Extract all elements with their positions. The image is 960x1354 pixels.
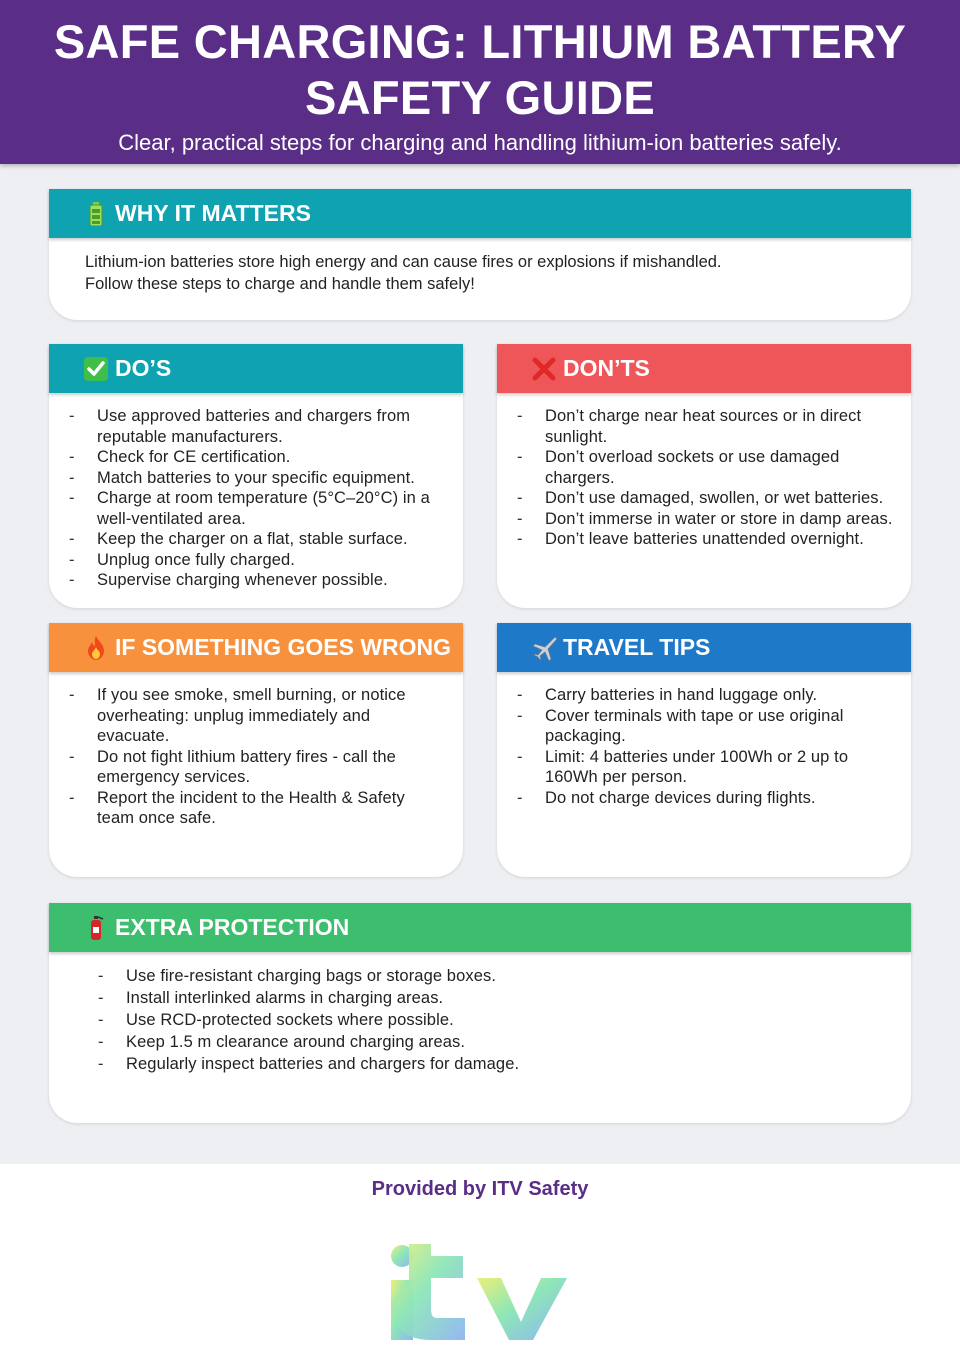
why-it-matters-title: WHY IT MATTERS — [115, 200, 311, 226]
itv-logo — [385, 1244, 575, 1344]
dos-body — [49, 393, 463, 591]
page-header — [0, 0, 960, 164]
list-item: - Do not fight lithium battery fires - call the emergency services. — [49, 747, 419, 788]
dos-header — [49, 344, 463, 393]
list-item: - Don’t overload sockets or use damaged chargers. — [497, 447, 897, 488]
if-something-goes-wrong-card — [49, 623, 463, 877]
if-something-goes-wrong-header — [49, 623, 463, 672]
list-item: - Check for CE certification. — [49, 447, 449, 468]
extra-protection-body — [49, 952, 911, 1075]
donts-list — [497, 406, 897, 550]
why-it-matters-header — [49, 189, 911, 238]
list-item: - Keep the charger on a flat, stable surface. — [49, 529, 449, 550]
travel-tips-card — [497, 623, 911, 877]
list-item: - Regularly inspect batteries and chargers for damage. — [78, 1053, 911, 1075]
extra-protection-header — [49, 903, 911, 952]
extra-protection-list — [78, 965, 911, 1075]
page-footer — [0, 1164, 960, 1354]
donts-title: DON’TS — [563, 355, 650, 381]
why-it-matters-line2: Follow these steps to charge and handle them safely! — [85, 275, 475, 293]
list-item: - Charge at room temperature (5°C–20°C) in a well-ventilated area. — [49, 488, 449, 529]
list-item: - Report the incident to the Health & Safety team once safe. — [49, 788, 419, 829]
if-something-goes-wrong-body — [49, 672, 463, 829]
donts-body — [497, 393, 911, 550]
list-item: - Install interlinked alarms in charging areas. — [78, 987, 911, 1009]
list-item: - Cover terminals with tape or use original packaging. — [497, 706, 877, 747]
page-title-line2: SAFETY GUIDE — [304, 71, 656, 124]
list-item: - Don’t leave batteries unattended overnight. — [497, 529, 897, 550]
if-something-goes-wrong-list — [49, 685, 419, 829]
why-it-matters-card — [49, 189, 911, 320]
list-item: - Match batteries to your specific equipment. — [49, 468, 449, 489]
list-item: - If you see smoke, smell burning, or notice overheating: unplug immediately and evacuate. — [49, 685, 419, 747]
fire-extinguisher-icon — [81, 913, 111, 943]
page-subtitle: Clear, practical steps for charging and handling lithium-ion batteries safely. — [118, 130, 842, 155]
list-item: - Don’t use damaged, swollen, or wet batteries. — [497, 488, 897, 509]
if-something-goes-wrong-title: IF SOMETHING GOES WRONG — [115, 634, 452, 660]
dos-title: DO’S — [115, 355, 172, 381]
list-item: - Do not charge devices during flights. — [497, 788, 877, 809]
travel-tips-header — [497, 623, 911, 672]
travel-tips-list — [497, 685, 877, 808]
battery-icon — [81, 199, 111, 229]
airplane-icon — [529, 633, 559, 663]
why-it-matters-line1: Lithium-ion batteries store high energy and can cause fires or explosions if mishandled. — [85, 253, 722, 271]
list-item: - Unplug once fully charged. — [49, 550, 449, 571]
list-item: - Carry batteries in hand luggage only. — [497, 685, 877, 706]
cross-icon — [529, 354, 559, 384]
fire-icon — [81, 633, 111, 663]
page-title-line1: SAFE CHARGING: LITHIUM BATTERY — [53, 15, 907, 68]
list-item: - Use approved batteries and chargers from reputable manufacturers. — [49, 406, 449, 447]
donts-header — [497, 344, 911, 393]
list-item: - Limit: 4 batteries under 100Wh or 2 up to 160Wh per person. — [497, 747, 877, 788]
list-item: - Use RCD-protected sockets where possible. — [78, 1009, 911, 1031]
list-item: - Don’t immerse in water or store in damp areas. — [497, 509, 897, 530]
travel-tips-body — [497, 672, 911, 808]
dos-card — [49, 344, 463, 608]
travel-tips-title: TRAVEL TIPS — [563, 634, 711, 660]
why-it-matters-body — [49, 238, 911, 295]
extra-protection-card — [49, 903, 911, 1123]
list-item: - Use fire-resistant charging bags or storage boxes. — [78, 965, 911, 987]
list-item: - Don’t charge near heat sources or in direct sunlight. — [497, 406, 897, 447]
check-box-icon — [81, 354, 111, 384]
list-item: - Supervise charging whenever possible. — [49, 570, 449, 591]
donts-card — [497, 344, 911, 608]
extra-protection-title: EXTRA PROTECTION — [115, 914, 350, 940]
page-title — [0, 0, 960, 126]
provided-by-text: Provided by ITV Safety — [371, 1178, 589, 1200]
list-item: - Keep 1.5 m clearance around charging areas. — [78, 1031, 911, 1053]
dos-list — [49, 406, 449, 591]
